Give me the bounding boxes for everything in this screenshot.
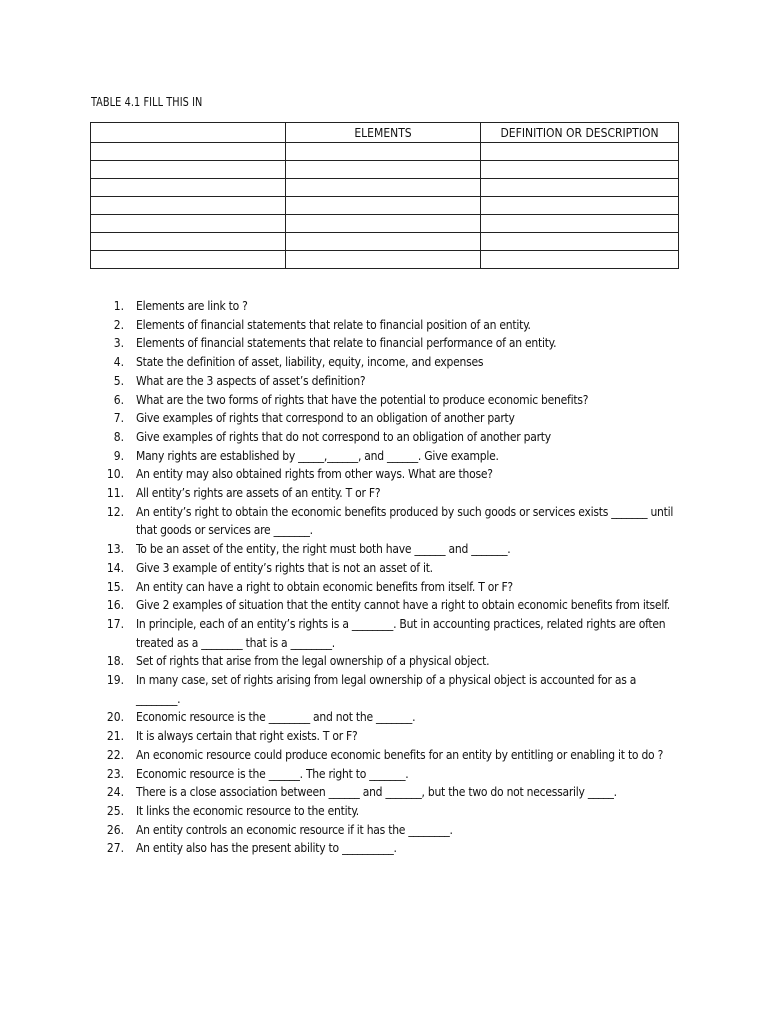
- question-text: In many case, set of rights arising from legal ownership of a physical object is accounted for as a ________.: [136, 673, 637, 706]
- question-number: 27.: [106, 841, 124, 856]
- question-item: [100, 671, 680, 708]
- table-cell[interactable]: [481, 251, 679, 269]
- table-cell[interactable]: [481, 215, 679, 233]
- question-number: 26.: [106, 822, 124, 837]
- question-item: [100, 447, 680, 466]
- header-cell-elements: ELEMENTS: [286, 123, 481, 143]
- question-item: [100, 821, 680, 840]
- question-item: [100, 353, 680, 372]
- question-item: [100, 372, 680, 391]
- table-title: TABLE 4.1 FILL THIS IN: [91, 95, 203, 109]
- table-row: [91, 215, 679, 233]
- table-cell[interactable]: [481, 143, 679, 161]
- question-number: 7.: [113, 411, 124, 426]
- question-text: Elements of financial statements that relate to financial performance of an entity.: [136, 336, 557, 351]
- table-cell[interactable]: [481, 233, 679, 251]
- table-cell[interactable]: [91, 233, 286, 251]
- question-item: [100, 391, 680, 410]
- table-cell[interactable]: [286, 233, 481, 251]
- question-text: Many rights are established by _____,______, and ______. Give example.: [136, 448, 499, 463]
- question-item: [100, 802, 680, 821]
- question-item: [100, 783, 680, 802]
- table-cell[interactable]: [286, 179, 481, 197]
- table-cell[interactable]: [481, 197, 679, 215]
- table-cell[interactable]: [286, 215, 481, 233]
- question-text: An entity can have a right to obtain economic benefits from itself. T or F?: [136, 579, 513, 594]
- question-item: [100, 652, 680, 671]
- question-number: 15.: [106, 579, 124, 594]
- table-cell[interactable]: [481, 161, 679, 179]
- question-item: [100, 540, 680, 559]
- question-number: 2.: [113, 317, 124, 332]
- header-cell-blank: [91, 123, 286, 143]
- table-cell[interactable]: [91, 251, 286, 269]
- table-cell[interactable]: [286, 143, 481, 161]
- question-item: [100, 409, 680, 428]
- table-cell[interactable]: [91, 197, 286, 215]
- question-number: 14.: [106, 560, 124, 575]
- question-number: 13.: [106, 542, 124, 557]
- table-cell[interactable]: [286, 161, 481, 179]
- question-text: Give examples of rights that do not correspond to an obligation of another party: [136, 429, 551, 444]
- question-item: [100, 727, 680, 746]
- question-number: 23.: [106, 766, 124, 781]
- question-item: [100, 297, 680, 316]
- table-cell[interactable]: [286, 251, 481, 269]
- question-text: In principle, each of an entity’s rights is a ________. But in accounting practices, related rights are often treated as a ________ that is a ________.: [136, 616, 666, 650]
- question-item: [100, 708, 680, 727]
- question-item: [100, 559, 680, 578]
- question-text: An entity also has the present ability to __________.: [136, 841, 397, 856]
- question-number: 5.: [113, 373, 124, 388]
- question-text: State the definition of asset, liability, equity, income, and expenses: [136, 355, 484, 370]
- question-item: [100, 503, 680, 540]
- table-header-row: [91, 123, 679, 143]
- table-row: [91, 251, 679, 269]
- question-text: To be an asset of the entity, the right must both have ______ and _______.: [136, 542, 511, 557]
- question-number: 3.: [113, 336, 124, 351]
- question-text: What are the 3 aspects of asset’s definition?: [136, 373, 366, 388]
- question-text: An entity controls an economic resource if it has the ________.: [136, 822, 453, 837]
- question-text: What are the two forms of rights that have the potential to produce economic benefits?: [136, 392, 589, 407]
- question-list: [100, 297, 680, 858]
- table-row: [91, 197, 679, 215]
- question-text: Economic resource is the ________ and not the _______.: [136, 710, 416, 725]
- table-cell[interactable]: [91, 179, 286, 197]
- question-number: 4.: [113, 355, 124, 370]
- question-number: 24.: [106, 785, 124, 800]
- question-item: [100, 746, 680, 765]
- question-item: [100, 765, 680, 784]
- question-text: An entity may also obtained rights from other ways. What are those?: [136, 467, 493, 482]
- question-text: Set of rights that arise from the legal ownership of a physical object.: [136, 654, 490, 669]
- question-item: [100, 484, 680, 503]
- header-cell-definition: DEFINITION OR DESCRIPTION: [481, 123, 679, 143]
- question-number: 16.: [106, 598, 124, 613]
- question-item: [100, 839, 680, 858]
- question-number: 8.: [113, 429, 124, 444]
- fill-in-table: [90, 122, 679, 269]
- question-text: All entity’s rights are assets of an entity. T or F?: [136, 486, 381, 501]
- question-number: 10.: [106, 467, 124, 482]
- question-text: Give examples of rights that correspond to an obligation of another party: [136, 411, 515, 426]
- question-item: [100, 615, 680, 652]
- table-cell[interactable]: [91, 215, 286, 233]
- question-text: Economic resource is the ______. The right to _______.: [136, 766, 409, 781]
- question-number: 9.: [113, 448, 124, 463]
- question-item: [100, 428, 680, 447]
- question-text: Give 2 examples of situation that the entity cannot have a right to obtain economic benefits from itself.: [136, 598, 670, 613]
- question-number: 20.: [106, 710, 124, 725]
- question-text: Give 3 example of entity’s rights that is not an asset of it.: [136, 560, 433, 575]
- question-text: It is always certain that right exists. T or F?: [136, 729, 358, 744]
- question-number: 18.: [106, 654, 124, 669]
- question-item: [100, 596, 680, 615]
- question-number: 11.: [106, 486, 124, 501]
- question-text: There is a close association between ______ and _______, but the two do not necessarily _____.: [136, 785, 617, 800]
- question-number: 22.: [106, 747, 124, 762]
- question-item: [100, 334, 680, 353]
- question-text: An economic resource could produce economic benefits for an entity by entitling or enabling it to do ?: [136, 747, 664, 762]
- table-cell[interactable]: [91, 161, 286, 179]
- table-cell[interactable]: [286, 197, 481, 215]
- table-row: [91, 161, 679, 179]
- table-row: [91, 233, 679, 251]
- question-text: Elements of financial statements that relate to financial position of an entity.: [136, 317, 531, 332]
- table-cell[interactable]: [91, 143, 286, 161]
- question-number: 25.: [106, 803, 124, 818]
- question-number: 1.: [113, 299, 124, 313]
- question-number: 19.: [106, 673, 124, 688]
- question-number: 12.: [106, 504, 124, 519]
- table-cell[interactable]: [481, 179, 679, 197]
- question-item: [100, 578, 680, 597]
- question-number: 6.: [113, 392, 124, 407]
- table-row: [91, 143, 679, 161]
- question-text: It links the economic resource to the entity.: [136, 803, 359, 818]
- question-item: [100, 316, 680, 335]
- question-text: An entity’s right to obtain the economic benefits produced by such goods or services exists _______ until that goods or services are _______.: [136, 504, 674, 538]
- table-row: [91, 179, 679, 197]
- question-item: [100, 465, 680, 484]
- question-number: 17.: [106, 616, 124, 631]
- question-text: Elements are link to ?: [136, 299, 248, 313]
- question-number: 21.: [106, 729, 124, 744]
